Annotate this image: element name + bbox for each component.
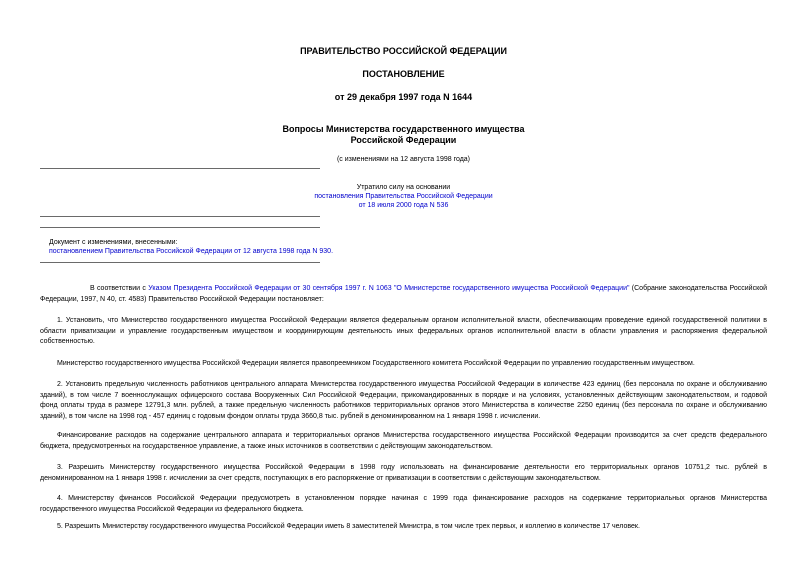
decree-link[interactable]: Указом Президента Российской Федерации от 30 сентября 1997 г. N 1063 "О Министерстве государственного имущества Российской Федерации"	[148, 285, 630, 292]
paragraph-2b-line-1: Финансирование расходов на содержание центрального аппарата и территориальных органов Министерства государственного имущества Российской Федерации производится за счет средств федерального	[57, 432, 767, 439]
void-notice-link-line-2[interactable]: от 18 июля 2000 года N 536	[358, 202, 449, 209]
paragraph-2	[40, 380, 767, 422]
paragraph-3	[40, 463, 767, 484]
divider-void-2	[40, 227, 320, 228]
intro-paragraph	[40, 284, 767, 305]
divider-void-1	[40, 216, 320, 217]
paragraph-1b	[40, 359, 767, 370]
paragraph-1-line-3: собственностью.	[40, 338, 95, 345]
paragraph-1-line-1: 1. Установить, что Министерство государственного имущества Российской Федерации является федеральным органом исполнительной власти, обеспечивающим проведение единой государственной политики в	[57, 317, 767, 324]
paragraph-2-line-2: зданий), в том числе 7 военнослужащих офицерского состава Вооруженных Сил Российской Федерации, прикомандированных в порядке и на условиях, установленных действующим законодательством, и годовой	[40, 391, 767, 399]
document-title-line-1: Вопросы Министерства государственного имущества	[282, 124, 525, 134]
document-type: ПОСТАНОВЛЕНИЕ	[362, 69, 445, 79]
paragraph-3-line-1: 3. Разрешить Министерству государственного имущества Российской Федерации в 1998 году использовать на финансирование деятельности его территориальных органов 10751,2 тыс. рублей в	[57, 464, 767, 471]
paragraph-2-line-4: зданий), в том числе на 1998 год - 457 единиц с годовым фондом оплаты труда 3660,8 тыс. рублей в деноминированном на 1 января 1998 г. исчислении.	[40, 412, 541, 420]
paragraph-1b-line-1: Министерство государственного имущества Российской Федерации является правопреемником Государственного комитета Российской Федерации по управлению государственным имуществом.	[57, 360, 695, 367]
paragraph-1-line-2: области приватизации и управление государственным имуществом и координирующим деятельность иных федеральных органов исполнительной власти в области управления и распоряжения федеральной	[40, 327, 767, 335]
paragraph-2-line-1: 2. Установить предельную численность работников центрального аппарата Министерства государственного имущества Российской Федерации в количестве 423 единиц (без персонала по охране и обслуживанию	[57, 381, 767, 388]
amendments-note: (с изменениями на 12 августа 1998 года)	[336, 156, 471, 163]
divider-changes	[40, 262, 320, 263]
changes-notice-link[interactable]: постановлением Правительства Российской Федерации от 12 августа 1998 года N 930.	[49, 248, 334, 255]
paragraph-3-line-2: деноминированном на 1 января 1998 г. исчислении за счет средств, поступающих в его распоряжение от приватизации в соответствии с действующим законодательством.	[40, 474, 601, 482]
paragraph-4-line-2: государственного имущества Российской Федерации из федерального бюджета.	[40, 505, 304, 513]
paragraph-1	[40, 316, 767, 348]
void-notice-text: Утратило силу на основании	[356, 184, 451, 191]
document-date-number: от 29 декабря 1997 года N 1644	[334, 92, 473, 102]
paragraph-2b-line-2: бюджета, предусмотренных на государственное управление, а также иных источников в соответствии с действующим законодательством.	[40, 442, 493, 450]
paragraph-2b	[40, 431, 767, 452]
paragraph-2-line-3: фонд оплаты труда в размере 12791,3 млн. рублей, а также предельную численность работников территориальных органов этого Министерства в количестве 2250 единиц (без персонала по охране и обслуживанию	[40, 402, 767, 409]
paragraph-5-line-1: 5. Разрешить Министерству государственного имущества Российской Федерации иметь 8 заместителей Министра, в том числе трех первых, и коллегию в количестве 17 человек.	[57, 523, 640, 530]
paragraph-4-line-1: 4. Министерству финансов Российской Федерации предусмотреть в установленном порядке начиная с 1999 года финансирование расходов на содержание территориальных органов Министерства	[57, 495, 767, 502]
paragraph-4	[40, 494, 767, 515]
void-notice-link-line-1[interactable]: постановления Правительства Российской Федерации	[314, 193, 493, 200]
intro-line-1: В соответствии с Указом Президента Российской Федерации от 30 сентября 1997 г. N 1063 "О Министерстве государственного имущества Российской Федерации" (Собрание законодательства Российской	[90, 285, 767, 292]
changes-notice-text: Документ с изменениями, внесенными:	[49, 239, 178, 246]
intro-line-2: Федерации, 1997, N 40, ст. 4583) Правительство Российской Федерации постановляет:	[40, 295, 324, 303]
divider-top	[40, 168, 320, 169]
paragraph-5	[40, 522, 767, 533]
government-heading: ПРАВИТЕЛЬСТВО РОССИЙСКОЙ ФЕДЕРАЦИИ	[300, 46, 507, 56]
document-title-line-2: Российской Федерации	[350, 135, 457, 145]
